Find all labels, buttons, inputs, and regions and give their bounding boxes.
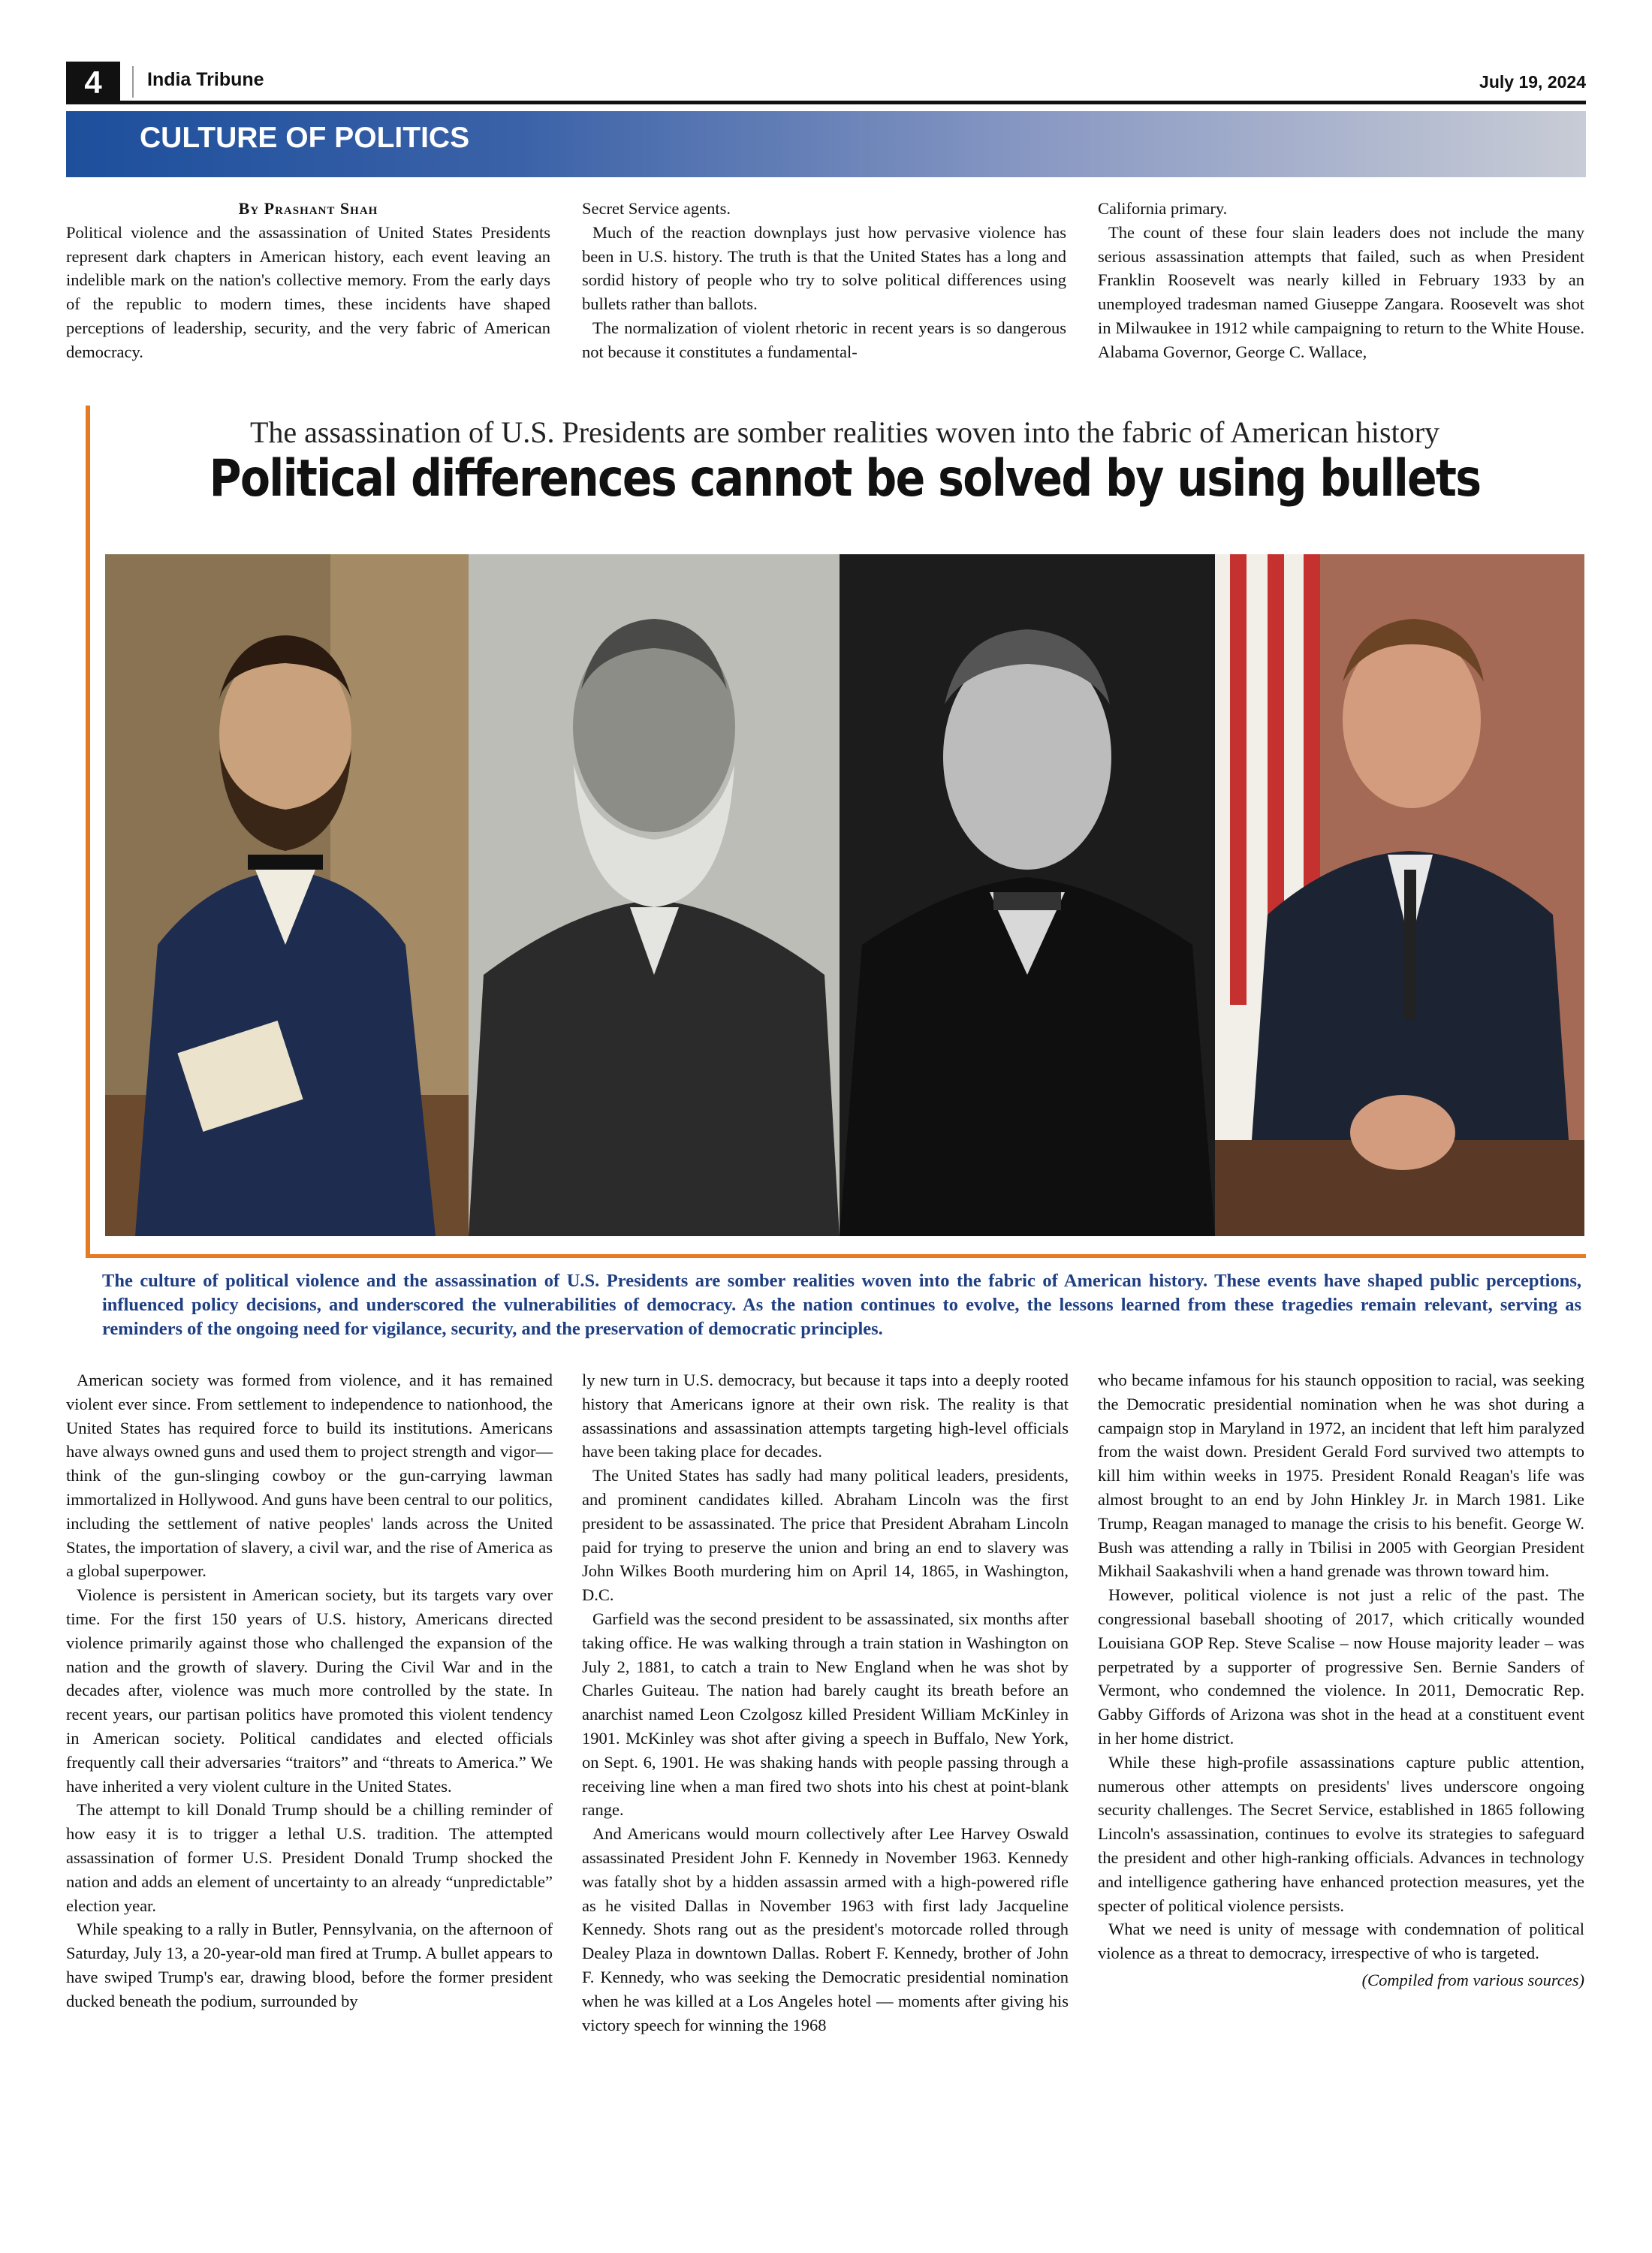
bottom-column-1 (66, 1368, 553, 2013)
paragraph: Much of the reaction downplays just how pervasive violence has been in U.S. history. The truth is that the United States has a long and sordid history of people who try to solve political differences using bullets rather than ballots. (582, 222, 1066, 314)
photo-kennedy (1215, 554, 1584, 1236)
paragraph: And Americans would mourn collectively after Lee Harvey Oswald assassinated President John F. Kennedy in November 1963. Kennedy was fatally shot by a hidden assassin armed with a high-powered rifle as he visited Dallas in November 1963 with first lady Jacqueline Kennedy. Shots rang out as the president's motorcade rolled through Dealey Plaza in downtown Dallas. Robert F. Kennedy, brother of John F. Kennedy, who was seeking the Democratic presidential nomination when he was killed at a Los Angeles hotel — moments after giving his victory speech for winning the 1968 (582, 1824, 1069, 2034)
paragraph: However, political violence is not just a relic of the past. The congressional baseball shooting of 2017, which critically wounded Louisiana GOP Rep. Steve Scalise – now House majority leader – was perpetrated by a supporter of progressive Sen. Bernie Sanders of Vermont, who condemned the violence. In 2011, Democratic Rep. Gabby Giffords of Arizona was shot in the head at a constituent event in her home district. (1098, 1585, 1584, 1748)
photo-mckinley (840, 554, 1216, 1236)
paragraph: While speaking to a rally in Butler, Pennsylvania, on the afternoon of Saturday, July 13, a 20-year-old man fired at Trump. A bullet appears to have swiped Trump's ear, drawing blood, before the former president ducked beneath the podium, surrounded by (66, 1920, 553, 2010)
paragraph: California primary. (1098, 199, 1228, 218)
paragraph: ly new turn in U.S. democracy, but because it taps into a deeply rooted history that Americans ignore at their own risk. The reality is that assassinations and assassination attempts targeting high-level officials have been taking place for decades. (582, 1371, 1069, 1461)
source-credit: (Compiled from various sources) (1361, 1970, 1584, 1989)
top-column-3 (1098, 197, 1584, 364)
bottom-column-3 (1098, 1368, 1584, 1992)
paragraph: Secret Service agents. (582, 199, 731, 218)
accent-bar-horizontal (86, 1254, 1586, 1258)
byline: By Prashant Shah (238, 199, 378, 218)
page-number: 4 (66, 62, 120, 104)
top-column-2 (582, 197, 1066, 364)
paragraph: The count of these four slain leaders does not include the many serious assassination attempts that failed, such as when President Franklin Roosevelt was nearly killed in February 1933 by an unemployed tradesman named Giuseppe Zangara. Roosevelt was shot in Milwaukee in 1912 while campaigning to return to the White House. Alabama Governor, George C. Wallace, (1098, 222, 1584, 361)
paragraph: The United States has sadly had many political leaders, presidents, and prominent candidates killed. Abraham Lincoln was the first president to be assassinated. The price that President Abraham Lincoln paid for trying to preserve the union and bring an end to slavery was John Wilkes Booth murdering him on April 14, 1865, in Washington, D.C. (582, 1466, 1069, 1605)
top-column-1 (66, 197, 550, 364)
kicker: The assassination of U.S. Presidents are somber realities woven into the fabric of American history (249, 415, 1440, 449)
paragraph: While these high-profile assassinations capture public attention, numerous other attempts on presidents' lives underscore ongoing security challenges. The Secret Service, established in 1865 following Lincoln's assassination, continues to evolve its strategies to safeguard the president and other high-ranking officials. Advances in technology and intelligence gathering have enhanced protection measures, yet the specter of political violence persists. (1098, 1752, 1584, 1915)
paragraph: The normalization of violent rhetoric in recent years is so dangerous not because it constitutes a fundamental- (582, 318, 1066, 361)
photo-caption: The culture of political violence and the assassination of U.S. Presidents are somber realities woven into the fabric of American history. These events have shaped public perceptions, influenced policy decisions, and underscored the vulnerabilities of democracy. As the nation continues to evolve, the lessons learned from these tragedies remain relevant, serving as reminders of the ongoing need for vigilance, security, and the preservation of democratic principles. (102, 1271, 1581, 1339)
paragraph: What we need is unity of message with condemnation of political violence as a threat to democracy, irrespective of who is targeted. (1098, 1920, 1584, 1963)
paragraph: American society was formed from violence, and it has remained violent ever since. From settlement to independence to nationhood, the United States has required force to build its institutions. Americans have always owned guns and used them to project strength and vigor—think of the gun-slinging cowboy or the gun-carrying lawman immortalized in Hollywood. And guns have been central to our politics, including the settlement of native peoples' lands across the United States, the importation of slavery, a civil war, and the rise of America as a global superpower. (66, 1371, 553, 1581)
section-title: CULTURE OF POLITICS (140, 122, 470, 154)
issue-date: July 19, 2024 (1479, 72, 1586, 92)
paragraph: who became infamous for his staunch opposition to racial, was seeking the Democratic presidential nomination when he was shot during a campaign stop in Maryland in 1972, an incident that left him paralyzed from the waist down. President Gerald Ford survived two attempts to kill him within weeks in 1975. President Ronald Reagan's life was almost brought to an end by John Hinkley Jr. in March 1981. Like Trump, Reagan managed to manage the crisis to his benefit. George W. Bush was attending a rally in Tbilisi in 2005 with Georgian President Mikhail Saakashvili when a hand grenade was thrown toward him. (1098, 1371, 1584, 1581)
photo-garfield (469, 554, 841, 1236)
paragraph: The attempt to kill Donald Trump should be a chilling reminder of how easy it is to trigger a lethal U.S. tradition. The attempted assassination of former U.S. President Donald Trump shocked the nation and adds an element of uncertainty to an already “unpredictable” election year. (66, 1800, 553, 1915)
publication-name: India Tribune (147, 69, 264, 90)
photo-lincoln (105, 554, 470, 1236)
accent-bar-vertical (86, 406, 90, 1258)
paragraph: Garfield was the second president to be assassinated, six months after taking office. He was walking through a train station in Washington on July 2, 1881, to catch a train to New England when he was shot by Charles Guiteau. The nation had barely caught its breath before an anarchist named Leon Czolgosz killed President William McKinley in 1901. McKinley was shot after giving a speech in Buffalo, New York, on Sept. 6, 1901. He was shaking hands with people passing through a receiving line when a man fired two shots into his chest at point-blank range. (582, 1609, 1069, 1820)
paragraph: Violence is persistent in American society, but its targets vary over time. For the first 150 years of U.S. history, Americans directed violence primarily against those who challenged the expansion of the nation and the growth of slavery. During the Civil War and in the decades after, violence was much more controlled by the state. In recent years, our partisan politics have promoted this violent tendency in American society. Political candidates and elected officials frequently call their adversaries “traitors” and “threats to America.” We have inherited a very violent culture in the United States. (66, 1585, 553, 1796)
paragraph: Political violence and the assassination of United States Presidents represent dark chapters in American history, each event leaving an indelible mark on the nation's collective memory. From the early days of the republic to modern times, these incidents have shaped perceptions of leadership, security, and the very fabric of American democracy. (66, 222, 550, 361)
header-rule (66, 101, 1586, 104)
bottom-column-2 (582, 1368, 1069, 2037)
headline: Political differences cannot be solved by using bullets (209, 449, 1481, 508)
header-divider (132, 66, 134, 98)
